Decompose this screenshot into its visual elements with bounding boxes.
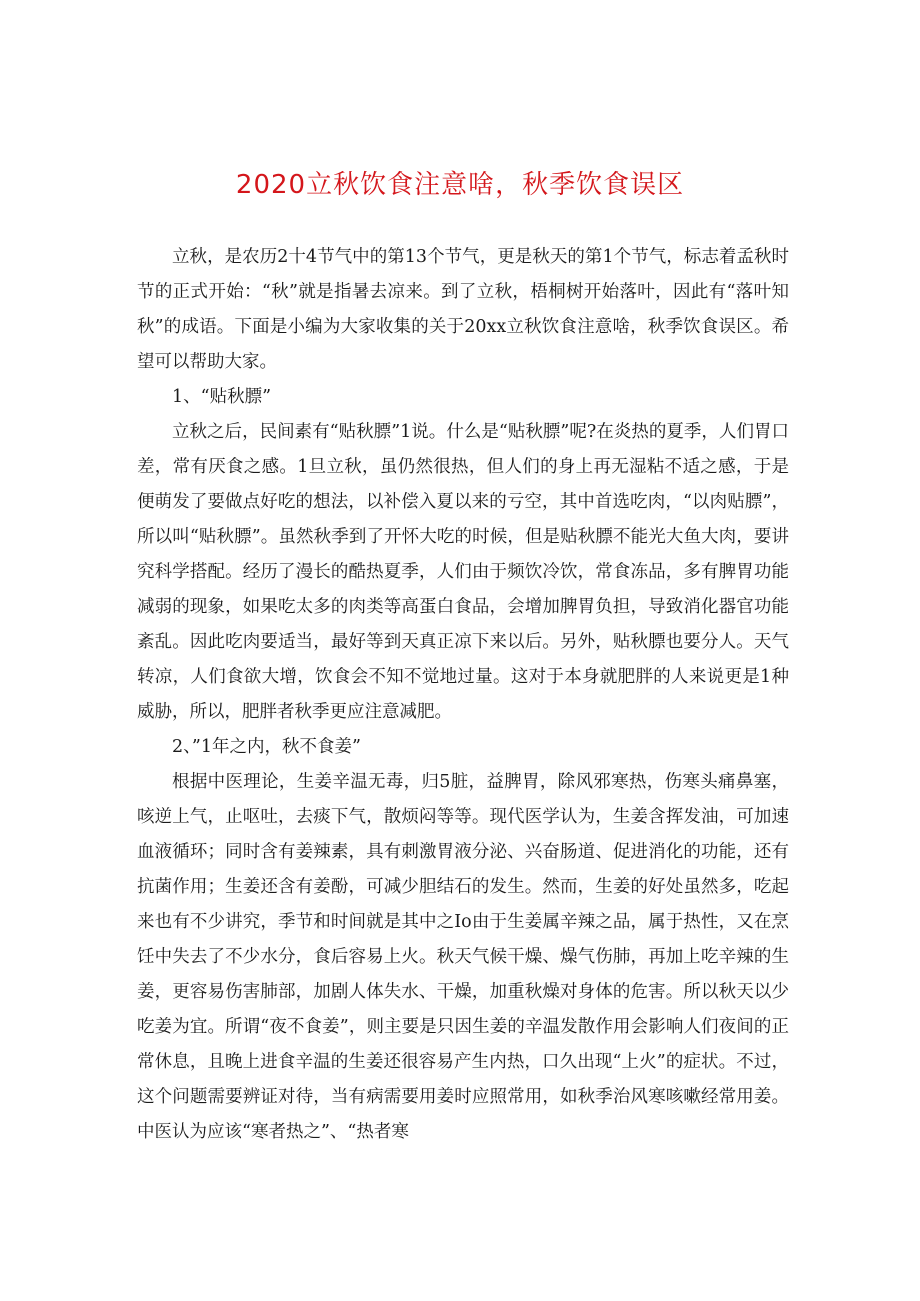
document-title: 2020立秋饮食注意啥，秋季饮食误区: [235, 170, 685, 200]
document-body: [137, 240, 789, 1150]
paragraph-intro: 立秋，是农历2十4节气中的第13个节气，更是秋天的第1个节气，标志着孟秋时节的正式开始：“秋”就是指暑去凉来。到了立秋，梧桐树开始落叶，因此有“落叶知秋”的成语。下面是小编为大家收集的关于20xx立秋饮食注意啥，秋季饮食误区。希望可以帮助大家。: [137, 247, 789, 372]
paragraph-section-1: 立秋之后，民间素有“贴秋膘”1说。什么是“贴秋膘”呢?在炎热的夏季，人们胃口差，常有厌食之感。1旦立秋，虽仍然很热，但人们的身上再无湿粘不适之感，于是便萌发了要做点好吃的想法，以补偿入夏以来的亏空，其中首选吃肉，“以肉贴膘”，所以叫“贴秋膘”。虽然秋季到了开怀大吃的时候，但是贴秋膘不能光大鱼大肉，要讲究科学搭配。经历了漫长的酷热夏季，人们由于频饮冷饮，常食冻品，多有脾胃功能减弱的现象，如果吃太多的肉类等高蛋白食品，会增加脾胃负担，导致消化器官功能紊乱。因此吃肉要适当，最好等到天真正凉下来以后。另外，贴秋膘也要分人。天气转凉，人们食欲大增，饮食会不知不觉地过量。这对于本身就肥胖的人来说更是1种威胁，所以，肥胖者秋季更应注意减肥。: [137, 422, 789, 722]
paragraph-section-2: 根据中医理论，生姜辛温无毒，归5脏，益脾胃，除风邪寒热，伤寒头痛鼻塞，咳逆上气，止呕吐，去痰下气，散烦闷等等。现代医学认为，生姜含挥发油，可加速血液循环；同时含有姜辣素，具有刺激胃液分泌、兴奋肠道、促进消化的功能，还有抗菌作用；生姜还含有姜酚，可减少胆结石的发生。然而，生姜的好处虽然多，吃起来也有不少讲究，季节和时间就是其中之Io由于生姜属辛辣之品，属于热性，又在烹饪中失去了不少水分，食后容易上火。秋天气候干燥、燥气伤肺，再加上吃辛辣的生姜，更容易伤害肺部，加剧人体失水、干燥，加重秋燥对身体的危害。所以秋天以少吃姜为宜。所谓“夜不食姜”，则主要是只因生姜的辛温发散作用会影响人们夜间的正常休息，且晚上进食辛温的生姜还很容易产生内热，口久出现“上火”的症状。不过，这个问题需要辨证对待，当有病需要用姜时应照常用，如秋季治风寒咳嗽经常用姜。中医认为应该“寒者热之”、“热者寒: [137, 772, 789, 1142]
section-heading-2: 2、”1年之内，秋不食姜”: [172, 737, 361, 757]
section-heading-1: 1、“贴秋膘”: [172, 387, 272, 407]
